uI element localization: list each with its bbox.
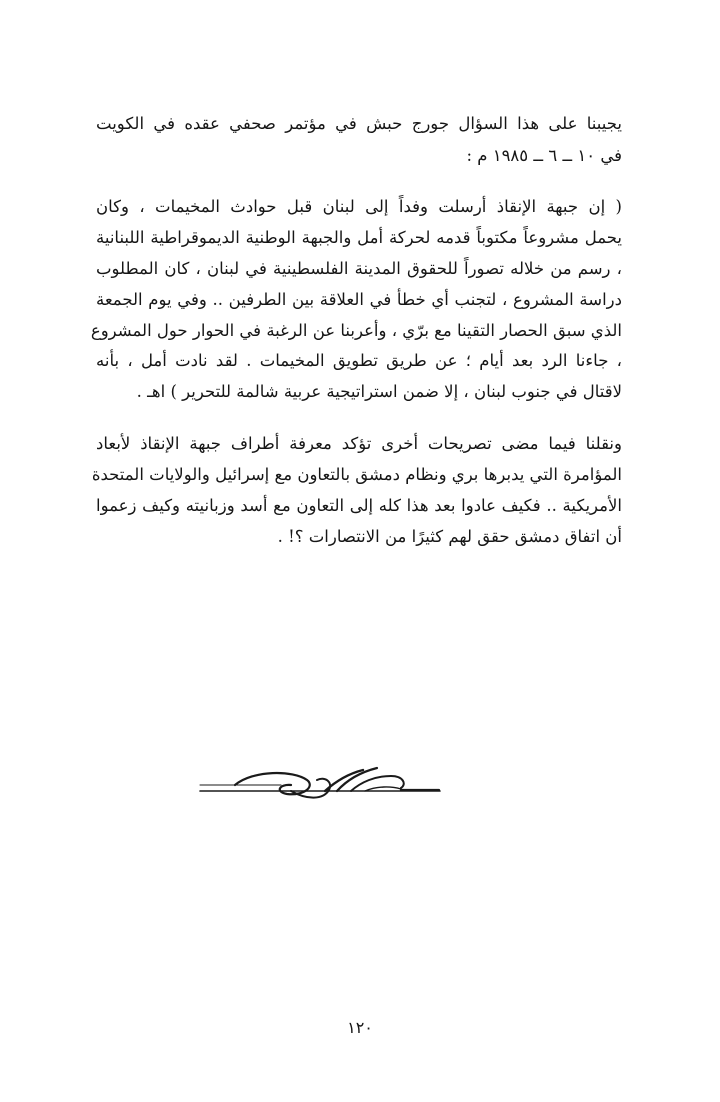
paragraph-1-line-2: في ١٠ ــ ٦ ــ ١٩٨٥ م : [466, 146, 622, 165]
paragraph-2-line-4: دراسة المشروع ، لتجنب أي خطأ في العلاقة بين الطرفين .. وفي يوم الجمعة [96, 290, 622, 309]
paragraph-2-line-7: لاقتال في جنوب لبنان ، إلا ضمن استراتيجية عربية شالمة للتحرير ) اهـ . [136, 382, 622, 401]
paragraph-2-line-6: ، جاءنا الرد بعد أيام ؛ عن طريق تطويق المخيمات . لقد نادت أمل ، بأنه [96, 351, 622, 370]
decorative-ornament [195, 760, 445, 820]
paragraph-3-line-1: ونقلنا فيما مضى تصريحات أخرى تؤكد معرفة أطراف جبهة الإنقاذ لأبعاد [96, 434, 622, 453]
paragraph-1-line-1: يجيبنا على هذا السؤال جورج حبش في مؤتمر صحفي عقده في الكويت [96, 114, 622, 133]
paragraph-3-line-4: أن اتفاق دمشق حقق لهم كثيرًا من الانتصارات ؟! . [277, 527, 622, 546]
paragraph-2-line-2: يحمل مشروعاً مكتوباً قدمه لحركة أمل والجبهة الوطنية الديموقراطية اللبنانية [96, 228, 622, 247]
paragraph-3-line-3: الأمريكية .. فكيف عادوا بعد هذا كله إلى التعاون مع أسد وزبانيته وكيف زعموا [96, 496, 622, 515]
paragraph-2-line-5: الذي سبق الحصار التقينا مع برّي ، وأعربنا عن الرغبة في الحوار حول المشروع [90, 321, 622, 340]
paragraph-2-line-3: ، رسم من خلاله تصوراً للحقوق المدينة الفلسطينية في لبنان ، كان المطلوب [96, 259, 622, 278]
paragraph-2-line-1: ( إن جبهة الإنقاذ أرسلت وفداً إلى لبنان قبل حوادث المخيمات ، وكان [96, 197, 622, 216]
page-number: ١٢٠ [347, 1018, 373, 1037]
paragraph-3-line-2: المؤامرة التي يدبرها بري ونظام دمشق بالتعاون مع إسرائيل والولايات المتحدة [91, 465, 622, 484]
